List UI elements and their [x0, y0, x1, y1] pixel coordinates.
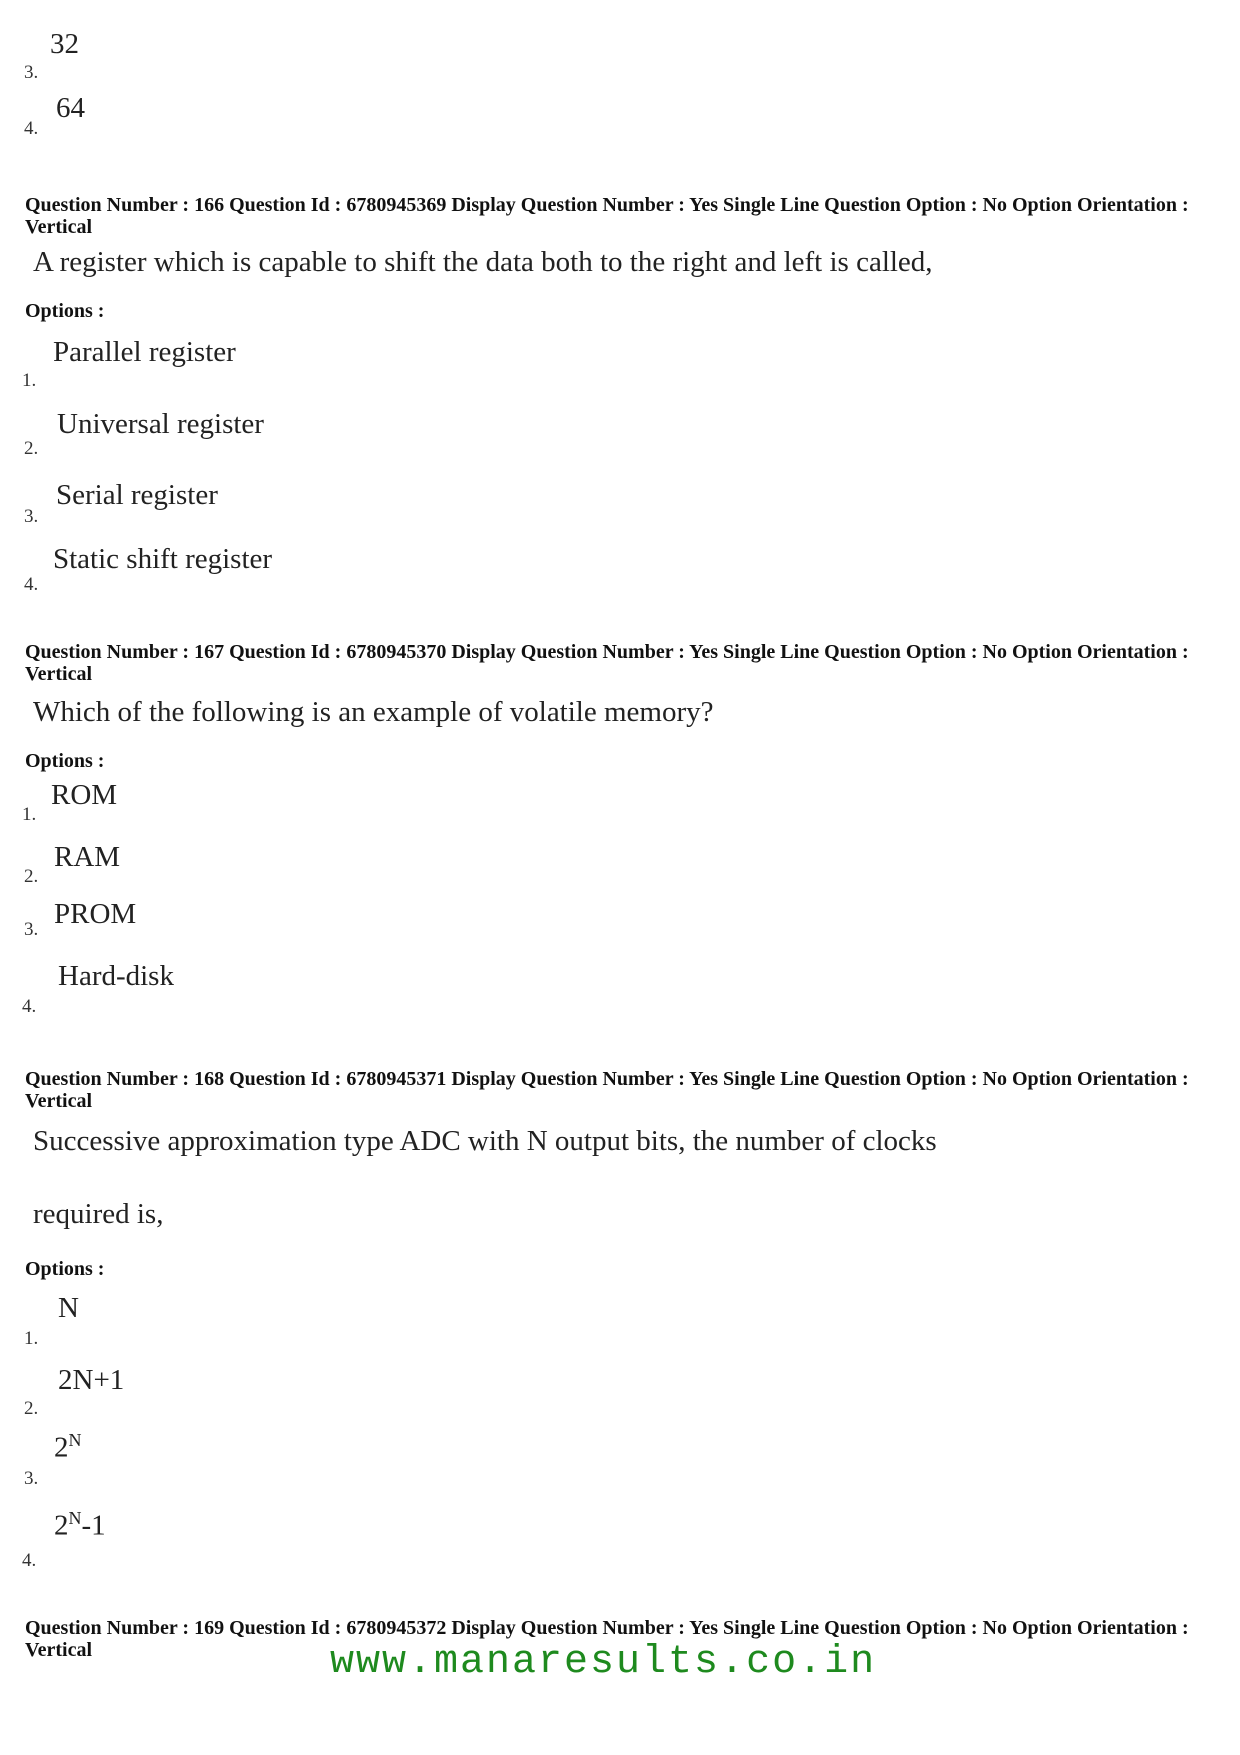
option-exponent: N [68, 1430, 82, 1450]
options-label: Options : [25, 1258, 105, 1280]
option-number: 3. [24, 62, 39, 83]
option-number: 4. [22, 996, 37, 1017]
option-number: 3. [24, 1468, 39, 1489]
question-meta: Question Number : 168 Question Id : 6780945371 Display Question Number : Yes Single Line Question Option : No Option Orientation : Vertical [25, 1068, 1189, 1112]
option-text: Hard-disk [58, 960, 174, 992]
option-number: 2. [24, 866, 39, 887]
question-text: Which of the following is an example of volatile memory? [33, 696, 714, 728]
option-number: 1. [22, 370, 37, 391]
question-text: Successive approximation type ADC with N output bits, the number of clocks [33, 1125, 937, 1157]
option-base: 2 [54, 1431, 69, 1464]
option-number: 2. [24, 1398, 39, 1419]
option-number: 1. [24, 1328, 39, 1349]
option-text: ROM [51, 779, 118, 811]
option-number: 4. [24, 574, 39, 595]
option-text: Static shift register [53, 543, 273, 575]
option-text: 64 [56, 92, 85, 124]
option-number: 3. [24, 919, 39, 940]
option-text: Universal register [57, 408, 264, 440]
question-text: required is, [33, 1198, 164, 1230]
option-text: RAM [54, 841, 121, 873]
option-text: Parallel register [53, 336, 236, 368]
site-watermark: www.manaresults.co.in [330, 1640, 877, 1685]
option-number: 4. [24, 118, 39, 139]
option-text: N [58, 1292, 79, 1324]
option-number: 3. [24, 506, 39, 527]
option-text: 32 [50, 28, 79, 60]
option-text: PROM [54, 898, 137, 930]
option-number: 2. [24, 438, 39, 459]
options-label: Options : [25, 300, 105, 322]
option-exponent: N [68, 1508, 82, 1528]
option-number: 4. [22, 1550, 37, 1571]
option-number: 1. [22, 804, 37, 825]
question-meta: Question Number : 166 Question Id : 6780945369 Display Question Number : Yes Single Line Question Option : No Option Orientation : Vertical [25, 194, 1189, 238]
option-text [54, 1508, 106, 1543]
option-text [54, 1430, 81, 1465]
question-meta: Question Number : 167 Question Id : 6780945370 Display Question Number : Yes Single Line Question Option : No Option Orientation : Vertical [25, 641, 1189, 685]
option-base: 2 [54, 1509, 69, 1542]
options-label: Options : [25, 750, 105, 772]
option-text: 2N+1 [58, 1364, 125, 1396]
option-tail: -1 [81, 1509, 106, 1542]
option-text: Serial register [56, 479, 218, 511]
question-text: A register which is capable to shift the data both to the right and left is called, [33, 246, 933, 278]
question-meta: Question Number : 169 Question Id : 6780945372 Display Question Number : Yes Single Line Question Option : No Option Orientation : Vertical [25, 1617, 1189, 1661]
